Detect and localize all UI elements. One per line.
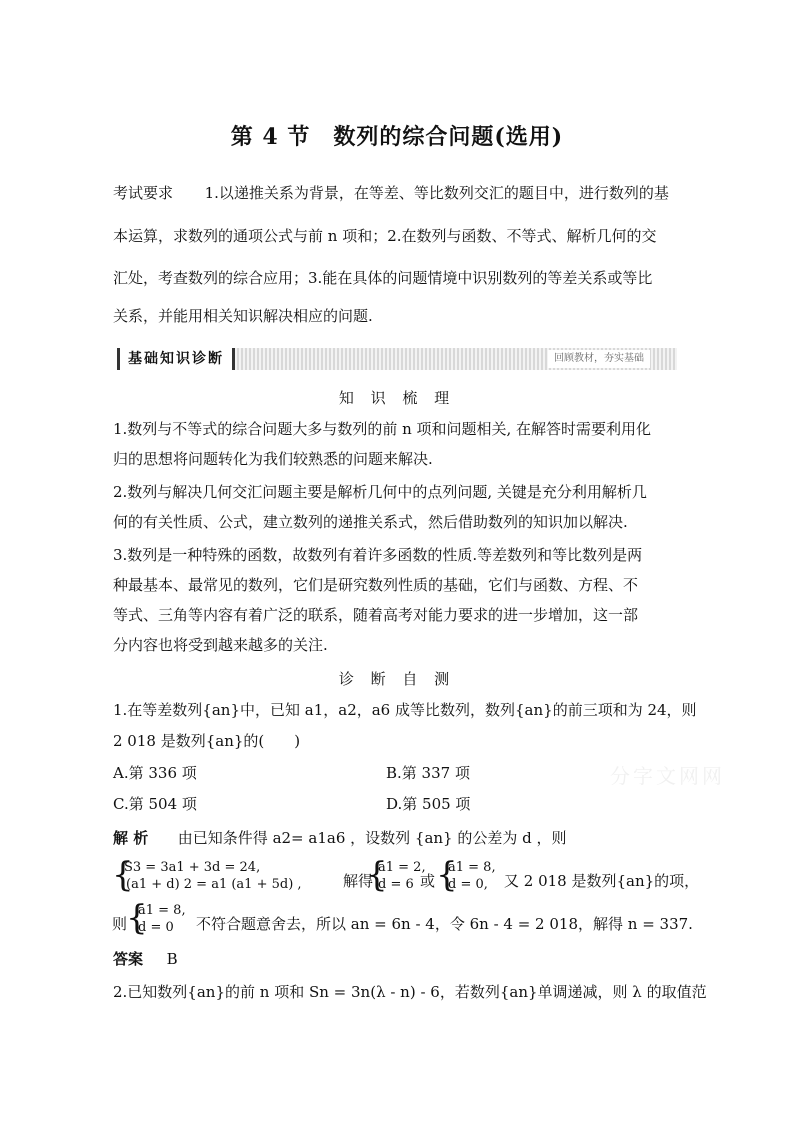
option-d: D.第 505 项 — [386, 795, 471, 813]
requirement-line-3: 汇处，考查数列的综合应用；3.能在具体的问题情境中识别数列的等差关系或等比 — [113, 269, 653, 287]
knowledge-line-3: 2.数列与解决几何交汇问题主要是解析几何中的点列问题, 关键是充分利用解析几 — [113, 483, 647, 501]
requirement-text: 1.以递推关系为背景，在等差、等比数列交汇的题目中，进行数列的基 — [204, 184, 669, 202]
left-brace-icon: { — [366, 855, 388, 895]
self-test-heading: 诊 断 自 测 — [338, 670, 456, 688]
knowledge-line-1: 1.数列与不等式的综合问题大多与数列的前 n 项和问题相关, 在解答时需要利用化 — [113, 420, 652, 438]
requirement-line-1 — [113, 183, 683, 203]
analysis-tail-1: 又 2 018 是数列{an}的项， — [504, 872, 700, 890]
system-1-row-1: S3 = 3a1 + 3d = 24, — [124, 860, 261, 875]
question-1-line-1: 1.在等差数列{an}中，已知 a1，a2，a6 成等比数列，数列{an}的前三项和为 24，则 — [113, 701, 697, 719]
watermark: 分字文网网 — [610, 764, 725, 788]
system-2-row-2: d = 6 — [378, 877, 414, 892]
system-3-row-2: d = 0, — [448, 877, 488, 892]
then-label: 则 — [112, 915, 128, 933]
analysis-line-1 — [113, 828, 683, 848]
question-2-line-1: 2.已知数列{an}的前 n 项和 Sn = 3n(λ - n) - 6，若数列{an}单调递减，则 λ 的取值范 — [113, 983, 707, 1001]
knowledge-heading: 知 识 梳 理 — [338, 389, 456, 407]
system-4-row-2: d = 0 — [138, 920, 174, 935]
knowledge-line-6: 种最基本、最常见的数列，它们是研究数列性质的基础，它们与函数、方程、不 — [113, 576, 639, 594]
answer-label: 答案 — [113, 950, 144, 968]
knowledge-line-7: 等式、三角等内容有着广泛的联系，随着高考对能力要求的进一步增加，这一部 — [113, 606, 639, 624]
knowledge-line-2: 归的思想将问题转化为我们较熟悉的问题来解决. — [113, 450, 433, 468]
system-4-row-1: a1 = 8, — [138, 903, 186, 918]
requirement-line-4: 关系，并能用相关知识解决相应的问题. — [113, 307, 373, 325]
page-title: 第 4 节 数列的综合问题(选用) — [230, 124, 564, 150]
question-1-line-2: 2 018 是数列{an}的( ) — [113, 732, 301, 750]
system-2-row-1: a1 = 2, — [378, 860, 426, 875]
solved-label: 解得 — [343, 872, 374, 890]
option-b: B.第 337 项 — [386, 764, 470, 782]
system-1-row-2: (a1 + d) 2 = a1 (a1 + 5d) , — [126, 877, 302, 892]
option-a: A.第 336 项 — [113, 764, 197, 782]
answer-line — [113, 949, 683, 969]
system-3-row-1: a1 = 8, — [448, 860, 496, 875]
banner-title: 基础知识诊断 — [117, 348, 235, 370]
left-brace-icon: { — [126, 898, 148, 938]
knowledge-line-8: 分内容也将受到越来越多的关注. — [113, 636, 328, 654]
option-c: C.第 504 项 — [113, 795, 197, 813]
analysis-equation-row — [112, 855, 700, 898]
answer-value: B — [166, 950, 178, 968]
analysis-text: 由已知条件得 a2= a1a6 ，设数列 {an} 的公差为 d ，则 — [177, 829, 567, 847]
analysis-tail-2: 不符合题意舍去，所以 an = 6n - 4，令 6n - 4 = 2 018，解得 n = 337. — [196, 915, 693, 933]
banner-subtitle: 回顾教材，夯实基础 — [548, 350, 650, 368]
left-brace-icon: { — [112, 855, 134, 895]
or-label: 或 — [420, 872, 436, 890]
requirement-line-2: 本运算，求数列的通项公式与前 n 项和；2.在数列与函数、不等式、解析几何的交 — [113, 227, 657, 245]
analysis-conclusion-row — [112, 898, 693, 943]
analysis-label: 解 析 — [113, 829, 149, 847]
knowledge-line-4: 何的有关性质、公式，建立数列的递推关系式，然后借助数列的知识加以解决. — [113, 513, 628, 531]
left-brace-icon: { — [436, 855, 458, 895]
requirement-label: 考试要求 — [113, 184, 174, 202]
knowledge-line-5: 3.数列是一种特殊的函数，故数列有着许多函数的性质.等差数列和等比数列是两 — [113, 546, 643, 564]
